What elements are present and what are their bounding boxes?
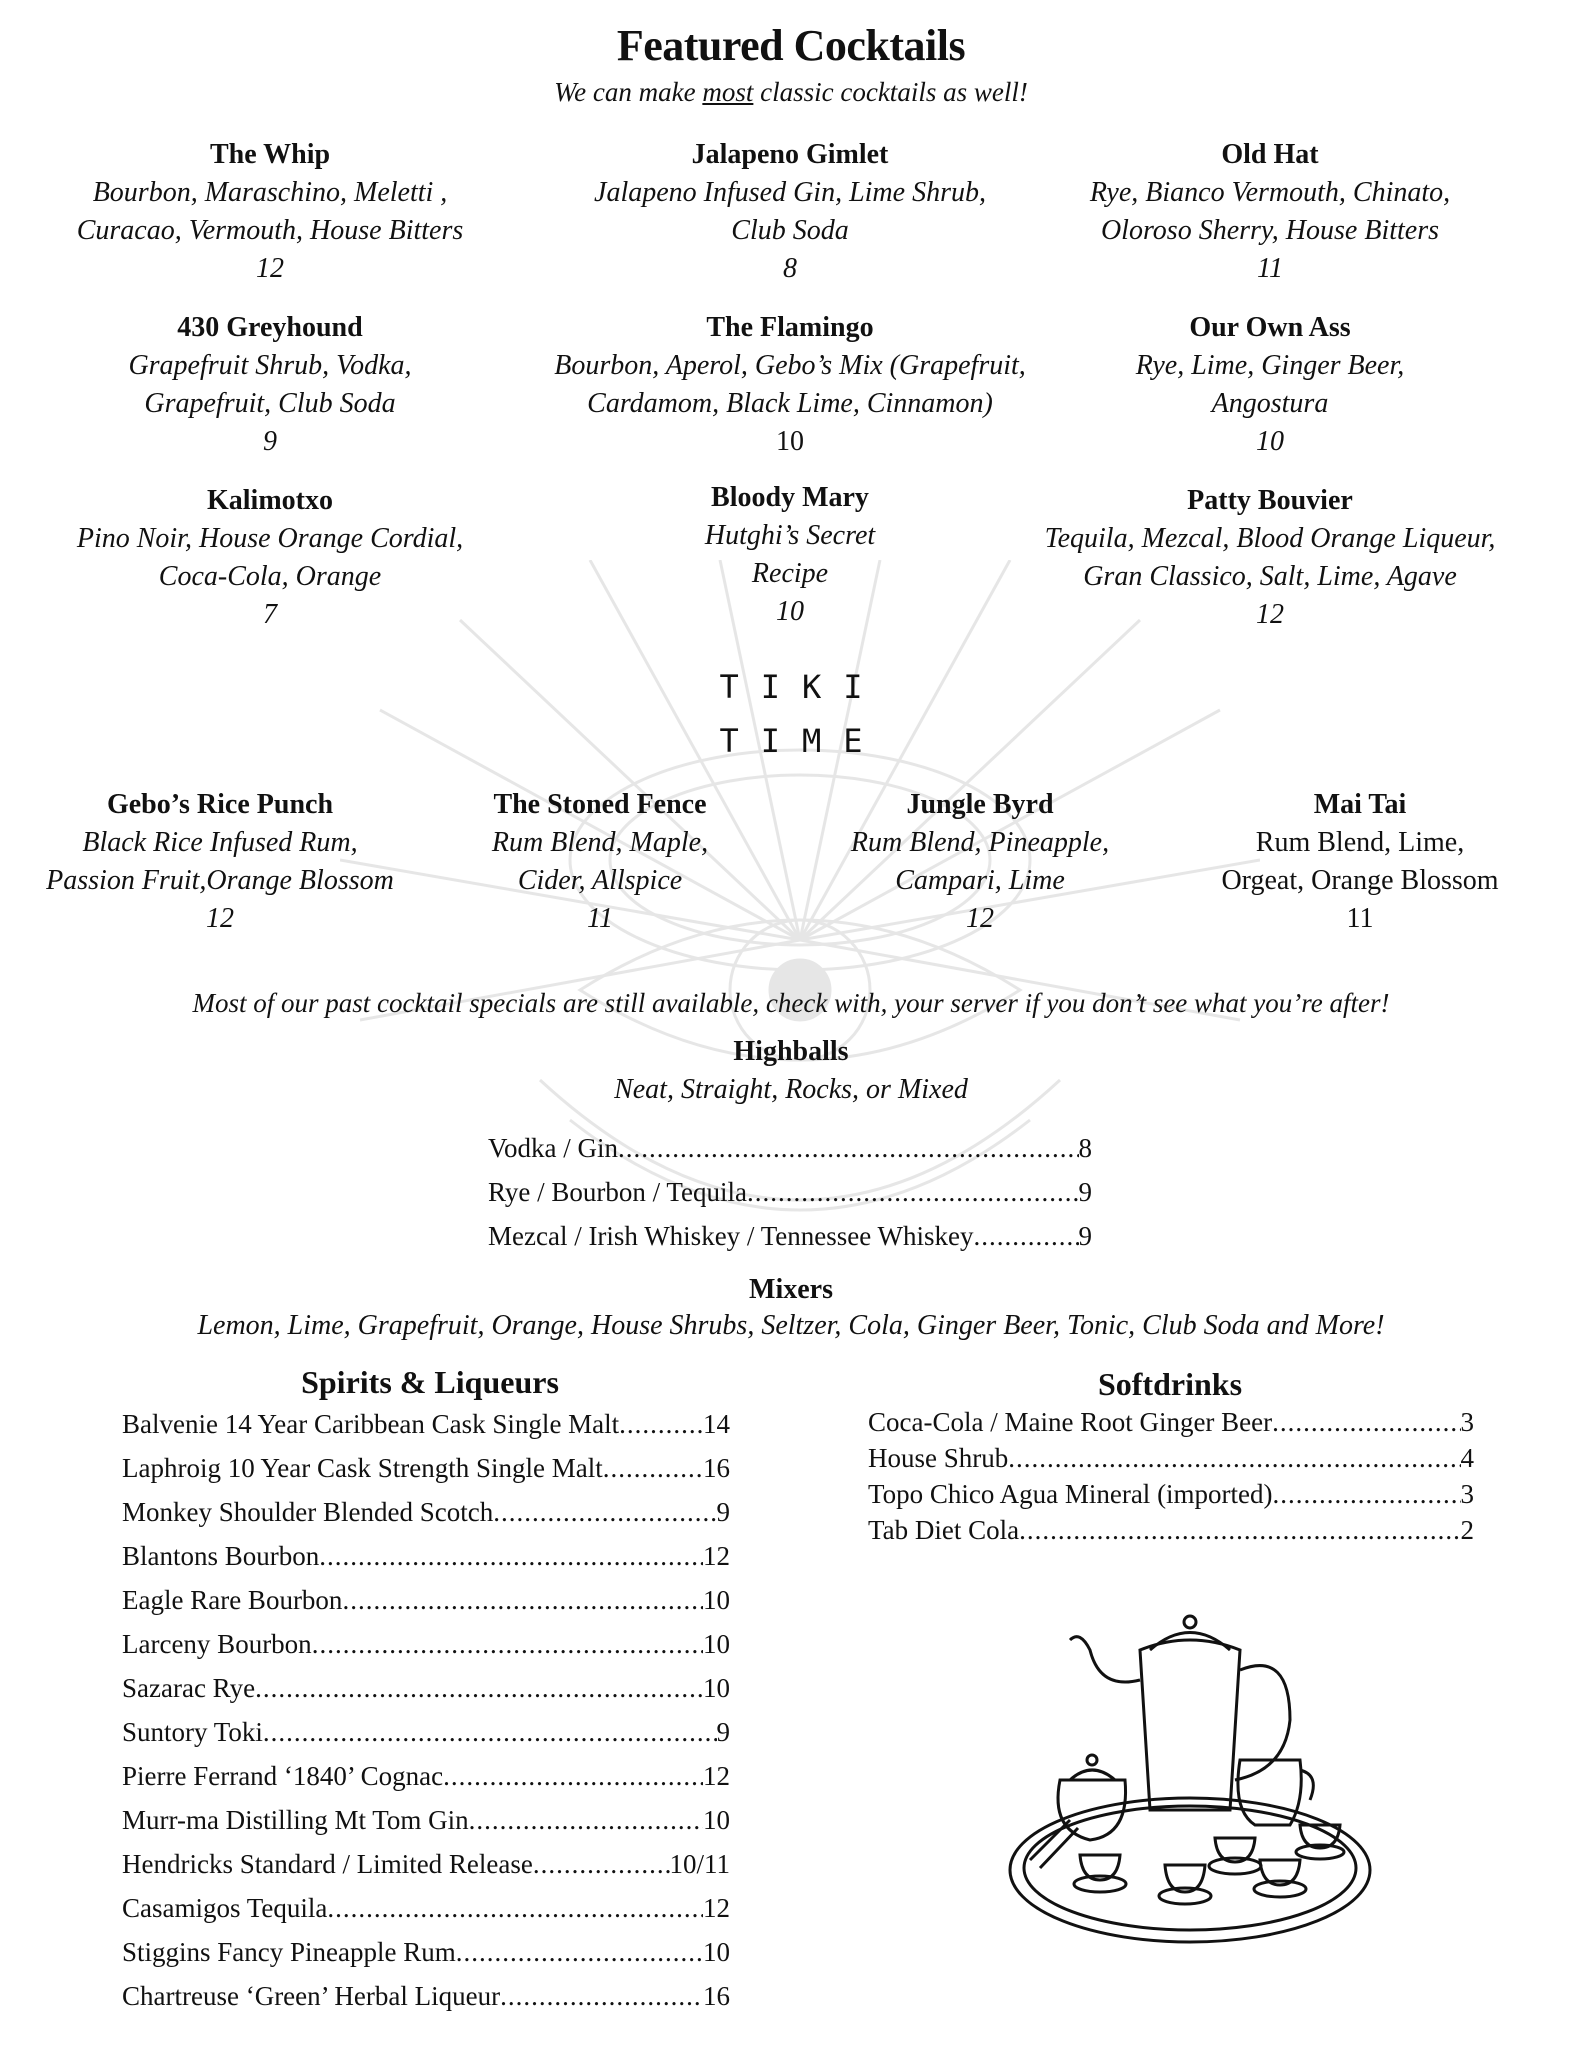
spirit-price: 9 bbox=[716, 1717, 730, 1747]
spirit-label: Hendricks Standard / Limited Release bbox=[122, 1849, 533, 1879]
spirit-price: 16 bbox=[703, 1453, 730, 1483]
cocktail-desc: Jalapeno Infused Gin, Lime Shrub, bbox=[594, 177, 986, 208]
leader-dots bbox=[319, 1534, 703, 1578]
cocktail-price: 12 bbox=[256, 253, 284, 284]
spirit-row bbox=[122, 1622, 730, 1666]
leader-dots bbox=[1019, 1512, 1460, 1548]
cocktail-desc: Grapefruit Shrub, Vodka, bbox=[128, 350, 412, 381]
tiki-price: 11 bbox=[1346, 903, 1374, 934]
cocktail-desc: Gran Classico, Salt, Lime, Agave bbox=[1083, 561, 1457, 592]
highball-price: 9 bbox=[1078, 1177, 1092, 1207]
subtitle-emphasis: most bbox=[702, 77, 754, 107]
spirit-label: Larceny Bourbon bbox=[122, 1629, 312, 1659]
leader-dots bbox=[1273, 1476, 1461, 1512]
cocktail-desc: Tequila, Mezcal, Blood Orange Liqueur, bbox=[1044, 523, 1496, 554]
spirit-row bbox=[122, 1490, 730, 1534]
leader-dots bbox=[469, 1798, 703, 1842]
spirit-row bbox=[122, 1446, 730, 1490]
tiki-desc: Rum Blend, Maple, bbox=[491, 827, 709, 858]
spirit-price: 10 bbox=[703, 1585, 730, 1615]
tiki-desc: Cider, Allspice bbox=[517, 865, 683, 896]
cocktail-name: Bloody Mary bbox=[711, 482, 869, 513]
spirit-row bbox=[122, 1842, 730, 1886]
leader-dots bbox=[533, 1842, 670, 1886]
cocktail-name: Our Own Ass bbox=[1189, 312, 1351, 343]
leader-dots bbox=[747, 1170, 1078, 1214]
cocktail-desc: Pino Noir, House Orange Cordial, bbox=[76, 523, 464, 554]
tea-set-illustration-icon bbox=[1000, 1610, 1380, 1950]
highball-price: 9 bbox=[1078, 1221, 1092, 1251]
spirit-label: Stiggins Fancy Pineapple Rum bbox=[122, 1937, 456, 1967]
cocktail-desc: Curacao, Vermouth, House Bitters bbox=[76, 215, 464, 246]
spirit-price: 12 bbox=[703, 1541, 730, 1571]
spirit-price: 10 bbox=[703, 1937, 730, 1967]
tiki-item bbox=[440, 786, 760, 938]
tiki-name: Gebo’s Rice Punch bbox=[106, 789, 334, 820]
cocktail-desc: Angostura bbox=[1211, 388, 1329, 419]
page-title: Featured Cocktails bbox=[616, 21, 966, 70]
cocktail-desc: Rye, Bianco Vermouth, Chinato, bbox=[1089, 177, 1451, 208]
spirit-label: Suntory Toki bbox=[122, 1717, 263, 1747]
leader-dots bbox=[443, 1754, 703, 1798]
cocktail-desc: Bourbon, Aperol, Gebo’s Mix (Grapefruit, bbox=[554, 350, 1026, 381]
softdrink-price: 3 bbox=[1460, 1479, 1474, 1509]
leader-dots bbox=[619, 1402, 703, 1446]
softdrinks-list bbox=[868, 1404, 1474, 1548]
highball-label: Mezcal / Irish Whiskey / Tennessee Whiskey bbox=[488, 1221, 974, 1251]
tiki-desc: Black Rice Infused Rum, bbox=[82, 827, 358, 858]
spirit-label: Eagle Rare Bourbon bbox=[122, 1585, 343, 1615]
leader-dots bbox=[1272, 1404, 1460, 1440]
cocktail-item bbox=[1010, 482, 1530, 634]
softdrink-row bbox=[868, 1440, 1474, 1476]
highball-label: Vodka / Gin bbox=[488, 1133, 619, 1163]
spirit-row bbox=[122, 1534, 730, 1578]
spirit-label: Monkey Shoulder Blended Scotch bbox=[122, 1497, 494, 1527]
tiki-item bbox=[1190, 786, 1530, 938]
cocktail-price: 10 bbox=[1256, 426, 1284, 457]
cocktail-desc: Coca-Cola, Orange bbox=[158, 561, 382, 592]
cocktail-item bbox=[1040, 309, 1500, 461]
leader-dots bbox=[456, 1930, 703, 1974]
tiki-name: The Stoned Fence bbox=[493, 789, 707, 820]
leader-dots bbox=[255, 1666, 703, 1710]
cocktail-item bbox=[50, 136, 490, 288]
spirit-label: Blantons Bourbon bbox=[122, 1541, 320, 1571]
spirit-price: 10 bbox=[703, 1805, 730, 1835]
cocktail-name: The Whip bbox=[209, 139, 331, 170]
cocktail-name: The Flamingo bbox=[706, 312, 874, 343]
softdrink-row bbox=[868, 1476, 1474, 1512]
spirit-row bbox=[122, 1974, 730, 2018]
softdrink-label: Topo Chico Agua Mineral (imported) bbox=[868, 1479, 1273, 1509]
spirit-label: Laphroig 10 Year Cask Strength Single Malt bbox=[122, 1453, 603, 1483]
softdrink-label: Coca-Cola / Maine Root Ginger Beer bbox=[868, 1407, 1273, 1437]
spirit-price: 12 bbox=[703, 1893, 730, 1923]
tiki-heading-line1: TIKI bbox=[719, 668, 885, 706]
cocktail-price: 9 bbox=[263, 426, 277, 457]
spirit-label: Pierre Ferrand ‘1840’ Cognac bbox=[122, 1761, 444, 1791]
tiki-desc: Orgeat, Orange Blossom bbox=[1221, 865, 1499, 896]
spirit-row bbox=[122, 1666, 730, 1710]
highball-row bbox=[488, 1126, 1092, 1170]
tiki-price: 12 bbox=[206, 903, 234, 934]
cocktail-price: 8 bbox=[783, 253, 797, 284]
softdrinks-title: Softdrinks bbox=[1097, 1366, 1243, 1402]
cocktail-item bbox=[50, 309, 490, 461]
page-subtitle bbox=[0, 77, 1582, 108]
leader-dots bbox=[493, 1490, 716, 1534]
leader-dots bbox=[603, 1446, 703, 1490]
spirit-row bbox=[122, 1578, 730, 1622]
leader-dots bbox=[1008, 1440, 1460, 1476]
cocktail-item bbox=[40, 482, 500, 634]
subtitle-pre: We can make bbox=[554, 77, 703, 107]
leader-dots bbox=[618, 1126, 1078, 1170]
spirit-label: Sazarac Rye bbox=[122, 1673, 256, 1703]
softdrink-label: Tab Diet Cola bbox=[868, 1515, 1020, 1545]
leader-dots bbox=[263, 1710, 717, 1754]
cocktail-item bbox=[540, 136, 1040, 288]
spirit-price: 12 bbox=[703, 1761, 730, 1791]
spirits-title: Spirits & Liqueurs bbox=[301, 1364, 559, 1400]
softdrink-price: 3 bbox=[1460, 1407, 1474, 1437]
tiki-desc: Rum Blend, Lime, bbox=[1255, 827, 1465, 858]
cocktail-price: 12 bbox=[1256, 599, 1284, 630]
leader-dots bbox=[342, 1578, 703, 1622]
spirit-price: 10/11 bbox=[669, 1849, 730, 1879]
cocktail-price: 11 bbox=[1257, 253, 1283, 284]
highball-row bbox=[488, 1214, 1092, 1258]
spirit-price: 10 bbox=[703, 1673, 730, 1703]
cocktail-price: 7 bbox=[263, 599, 277, 630]
cocktail-name: Kalimotxo bbox=[207, 485, 333, 516]
highballs-subtitle: Neat, Straight, Rocks, or Mixed bbox=[614, 1074, 968, 1105]
leader-dots bbox=[312, 1622, 703, 1666]
spirit-row bbox=[122, 1886, 730, 1930]
cocktail-desc: Recipe bbox=[751, 558, 829, 589]
cocktail-desc: Club Soda bbox=[731, 215, 849, 246]
spirit-row bbox=[122, 1754, 730, 1798]
cocktail-desc: Cardamom, Black Lime, Cinnamon) bbox=[587, 388, 993, 419]
highballs-list bbox=[488, 1126, 1092, 1258]
spirit-price: 9 bbox=[716, 1497, 730, 1527]
softdrink-price: 4 bbox=[1460, 1443, 1474, 1473]
cocktail-desc: Oloroso Sherry, House Bitters bbox=[1100, 215, 1440, 246]
spirit-label: Balvenie 14 Year Caribbean Cask Single Malt bbox=[122, 1409, 620, 1439]
tiki-desc: Rum Blend, Pineapple, bbox=[850, 827, 1110, 858]
tiki-item bbox=[820, 786, 1140, 938]
subtitle-post: classic cocktails as well! bbox=[753, 77, 1028, 107]
spirits-list bbox=[122, 1402, 730, 2018]
tiki-item bbox=[30, 786, 410, 938]
tiki-heading-line2: TIME bbox=[719, 722, 885, 760]
spirit-price: 16 bbox=[703, 1981, 730, 2011]
tiki-name: Mai Tai bbox=[1313, 789, 1407, 820]
spirit-label: Murr-ma Distilling Mt Tom Gin bbox=[122, 1805, 469, 1835]
spirit-row bbox=[122, 1798, 730, 1842]
softdrink-price: 2 bbox=[1460, 1515, 1474, 1545]
tiki-price: 12 bbox=[966, 903, 994, 934]
softdrink-row bbox=[868, 1512, 1474, 1548]
softdrink-label: House Shrub bbox=[868, 1443, 1009, 1473]
cocktail-name: 430 Greyhound bbox=[177, 312, 363, 343]
leader-dots bbox=[500, 1974, 703, 2018]
cocktail-price: 10 bbox=[776, 426, 804, 457]
cocktail-desc: Bourbon, Maraschino, Meletti , bbox=[92, 177, 448, 208]
cocktail-name: Jalapeno Gimlet bbox=[691, 139, 889, 170]
cocktail-price: 10 bbox=[776, 596, 804, 627]
cocktail-desc: Hutghi’s Secret bbox=[704, 520, 876, 551]
cocktail-name: Patty Bouvier bbox=[1187, 485, 1353, 516]
highball-price: 8 bbox=[1078, 1133, 1092, 1163]
spirit-row bbox=[122, 1402, 730, 1446]
cocktail-desc: Grapefruit, Club Soda bbox=[144, 388, 396, 419]
leader-dots bbox=[974, 1214, 1079, 1258]
highball-row bbox=[488, 1170, 1092, 1214]
highballs-title: Highballs bbox=[733, 1036, 849, 1067]
cocktail-item bbox=[520, 309, 1060, 461]
mixers-list: Lemon, Lime, Grapefruit, Orange, House Shrubs, Seltzer, Cola, Ginger Beer, Tonic, Club Soda and More! bbox=[197, 1310, 1385, 1341]
cocktail-item bbox=[600, 479, 980, 631]
spirit-label: Casamigos Tequila bbox=[122, 1893, 328, 1923]
leader-dots bbox=[327, 1886, 703, 1930]
cocktail-name: Old Hat bbox=[1221, 139, 1319, 170]
tiki-desc: Passion Fruit,Orange Blossom bbox=[46, 865, 394, 896]
softdrink-row bbox=[868, 1404, 1474, 1440]
cocktail-item bbox=[1040, 136, 1500, 288]
spirit-row bbox=[122, 1930, 730, 1974]
tiki-price: 11 bbox=[587, 903, 613, 934]
tiki-desc: Campari, Lime bbox=[895, 865, 1065, 896]
spirit-price: 10 bbox=[703, 1629, 730, 1659]
cocktail-desc: Rye, Lime, Ginger Beer, bbox=[1135, 350, 1405, 381]
mixers-title: Mixers bbox=[749, 1274, 833, 1305]
spirit-row bbox=[122, 1710, 730, 1754]
tiki-name: Jungle Byrd bbox=[906, 789, 1054, 820]
spirit-price: 14 bbox=[703, 1409, 730, 1439]
spirit-label: Chartreuse ‘Green’ Herbal Liqueur bbox=[122, 1981, 501, 2011]
specials-note: Most of our past cocktail specials are still available, check with, your server if you don’t see what you’re after! bbox=[192, 988, 1390, 1018]
highball-label: Rye / Bourbon / Tequila bbox=[488, 1177, 748, 1207]
